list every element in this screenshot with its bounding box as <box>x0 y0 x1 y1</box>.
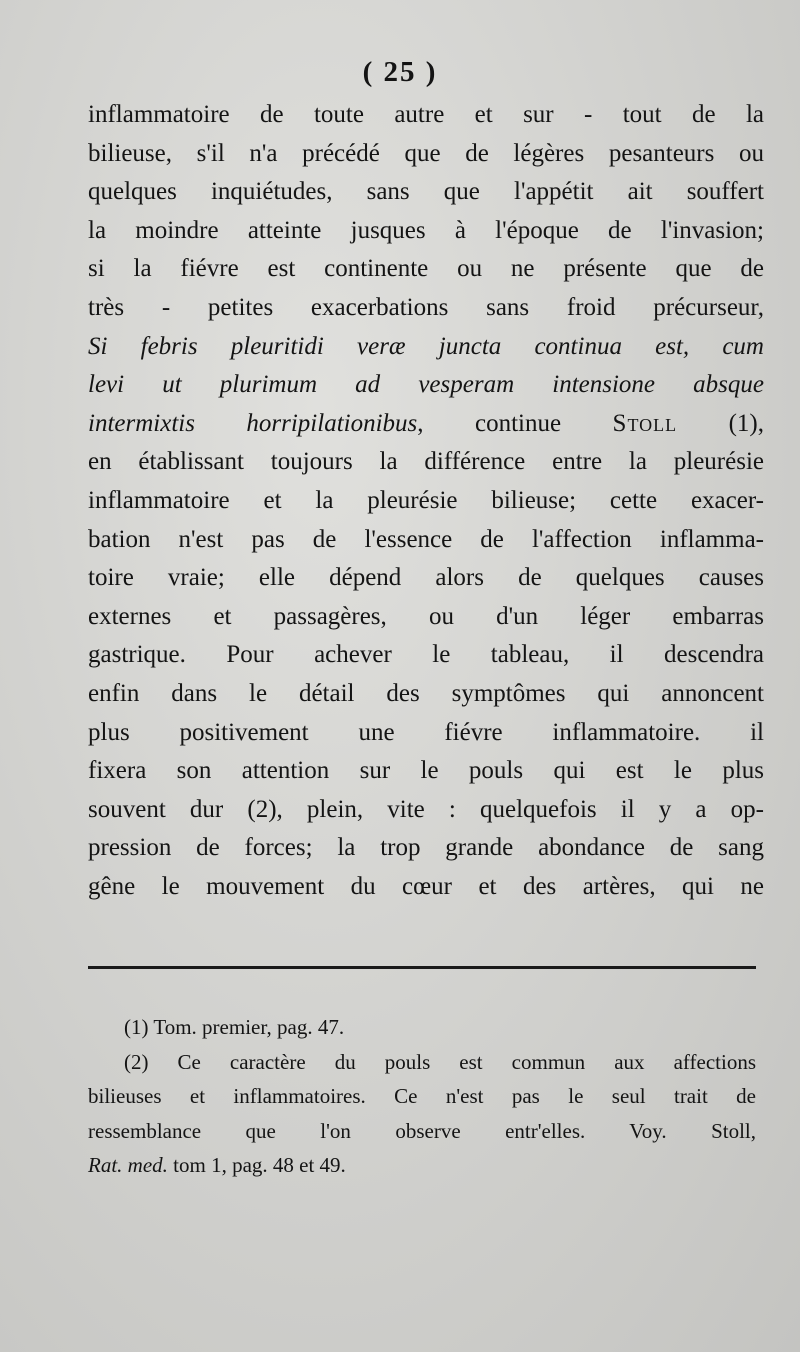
footnote-2-line: bilieuses et inflammatoires. Ce n'est pas le seul trait de <box>88 1084 756 1108</box>
footnote-2-line: (2) Ce caractère du pouls est commun aux affections <box>124 1049 756 1074</box>
text-line: inflammatoire et la pleurésie bilieuse; cette exacer- <box>88 486 764 514</box>
footnote-2-last-line <box>88 1148 756 1183</box>
page-ref: tom 1, pag. 48 et 49. <box>167 1153 346 1177</box>
latin-quote-end: intermixtis horripilationibus <box>88 409 418 437</box>
work-title: Rat. med. <box>88 1153 168 1177</box>
footnote-2-line: ressemblance que l'on observe entr'elles. Voy. Stoll, <box>88 1118 756 1143</box>
footnote-ref: (1), <box>677 409 764 437</box>
text-line: enfin dans le détail des symptômes qui annoncent <box>88 679 764 707</box>
latin-quote-citation-line <box>88 405 764 444</box>
text-line: toire vraie; elle dépend alors de quelques causes <box>88 564 764 592</box>
footnote-1: (1) Tom. premier, pag. 47. <box>124 1015 345 1039</box>
text-line: inflammatoire de toute autre et sur - tout de la <box>88 101 764 128</box>
text-line: gastrique. Pour achever le tableau, il descendra <box>88 641 764 669</box>
body-text <box>88 96 764 906</box>
text-line: souvent dur (2), plein, vite : quelquefois il y a op- <box>88 795 764 823</box>
text-line: bation n'est pas de l'essence de l'affection inflamma- <box>88 525 764 553</box>
text-line: en établissant toujours la différence entre la pleurésie <box>88 448 764 476</box>
text-line: la moindre atteinte jusques à l'époque de l'invasion; <box>88 216 764 244</box>
text-line: très - petites exacerbations sans froid précurseur, <box>88 293 764 321</box>
text-line: plus positivement une fiévre inflammatoire. il <box>88 718 764 746</box>
footnote-divider <box>88 966 756 969</box>
text-line: externes et passagères, ou d'un léger embarras <box>88 602 764 630</box>
footnotes <box>88 1010 756 1183</box>
text-line: gêne le mouvement du cœur et des artères, qui ne <box>88 872 764 900</box>
text-line: pression de forces; la trop grande abondance de sang <box>88 834 764 862</box>
page-number: ( 25 ) <box>362 56 438 88</box>
text-line: bilieuse, s'il n'a précédé que de légères pesanteurs ou <box>88 139 764 167</box>
citation-lead: , continue <box>417 409 613 437</box>
author-name: Stoll <box>612 409 678 437</box>
latin-quote-line: Si febris pleuritidi veræ juncta continua est, cum <box>88 332 764 360</box>
text-line: fixera son attention sur le pouls qui est le plus <box>88 757 764 785</box>
text-line: quelques inquiétudes, sans que l'appétit ait souffert <box>88 178 764 206</box>
text-line: si la fiévre est continente ou ne présente que de <box>88 255 764 283</box>
latin-quote-line: levi ut plurimum ad vesperam intensione absque <box>88 371 764 399</box>
